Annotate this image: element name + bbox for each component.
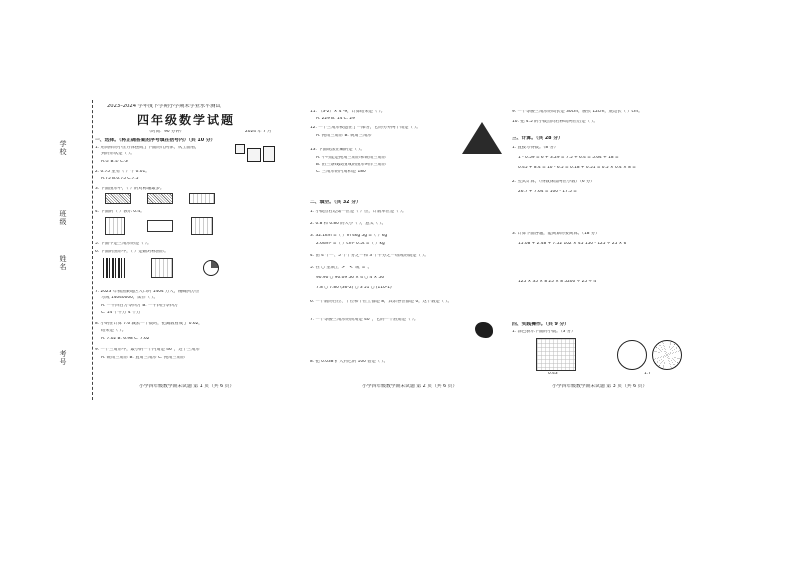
- fill-question-1: 1. 小数点右边第一位是（ ）位，计数单位是（ ）。: [310, 210, 407, 214]
- question-11: 11. （3-2）× 4 -9，计算结果是（ ）。: [310, 110, 386, 114]
- question-8-options: A. 7.02 B. 6.98 C. 7.62: [101, 337, 150, 341]
- pie-figure-c: [203, 260, 219, 276]
- fill-question-7: 7. 一个等腰三角形的顶角是 40°，它的一个底角是（ ）。: [310, 318, 419, 322]
- circle-value-label: 1.7: [644, 372, 651, 376]
- calc-row-1: 1 - 0.59 = 6 + 3.29 = 7.5 + 6.4 = 5.64 + 18 =: [518, 156, 619, 160]
- question-3: 3. 下面图形中，（ ）的对称轴最多。: [95, 187, 165, 191]
- calc-part-3: 3. 计算下面各题，能简算的要简算。（18 分）: [512, 232, 600, 236]
- question-13-option-c: C. 三角形的内角和是 180°: [316, 170, 368, 174]
- question-13-option-b: B. 由三条线段围成的图形叫作三角形: [316, 163, 387, 167]
- fraction-figure-c: [191, 217, 213, 235]
- margin-label-name: 姓名: [59, 255, 67, 271]
- calc-part-1: 1. 直接写得数。（8 分）: [512, 146, 559, 150]
- cube-figure-1: [235, 144, 245, 154]
- margin-label-class: 班级: [59, 210, 67, 226]
- question-12-options: A. 钝角三角形 B. 锐角三角形: [316, 134, 372, 138]
- cube-figure-3: [263, 146, 275, 162]
- cross-figure-a: [105, 193, 131, 204]
- question-2: 2. 0.75 里有（ ）个 0.01。: [95, 170, 150, 174]
- section-3-title: 三、计算。（共 28 分）: [512, 136, 563, 141]
- calc-row-3: 26.7 + 7.64 = 100 - 17.5 =: [518, 190, 577, 194]
- question-9-options: A. 锐角三角形 B. 直角三角形 C. 钝角三角形: [101, 356, 186, 360]
- grade-title: 四年级数学试题: [137, 114, 236, 127]
- bars-figure-a: [103, 258, 125, 278]
- fill-question-5-items-2: 7.8 ○ 7.80 (36-2) ○ 3 51 ○ (110-1): [316, 286, 392, 290]
- question-9: 9. 一个三角形中，最小的一个内角是 46°，这个三角形: [95, 348, 200, 352]
- question-12: 12. 一个三角形被遮住了一部分，它的另外两个角是（ ）。: [310, 126, 421, 130]
- fill-question-4: 4. 由 4 个一、5 个十分之一和 3 个千分之一组成的数是（ ）。: [310, 254, 429, 258]
- fill-question-6: 6. 一个数的百位、十位和个位上都是 8，其余各位都是 0，这个数是（ ）。: [310, 300, 452, 304]
- fill-question-3-cont: 2.6dm² =（ ）cm² 0.5t =（ ）kg: [316, 242, 385, 246]
- fill-question-5-items: 90.90 ○ 90.09 56 × 4 ○ 4 × 56: [316, 276, 384, 280]
- question-13: 13. 下面说法正确的是（ ）。: [310, 148, 365, 152]
- section-2-title: 二、填空。（共 32 分）: [310, 200, 361, 205]
- calc-part-2: 2. 竖式计算，（得数保留两位小数）（6 分）: [512, 180, 595, 184]
- fill-question-9: 9. 一个等腰三角形的周长是 30cm，腰长 12cm，底边长（ ）cm。: [512, 110, 643, 114]
- question-11-options: A. 229 B. 14 C. 29: [316, 117, 355, 121]
- question-6: 6. 下面的图形中，（ ）是轴对称图形。: [95, 250, 169, 254]
- decimal-grid: [536, 338, 576, 371]
- question-13-option-a: A. 不可能是钝角三角形和锐角三角形: [316, 156, 387, 160]
- triangle-figure: [462, 122, 502, 154]
- divided-circle: [652, 340, 682, 370]
- fraction-figure-a: [105, 217, 125, 235]
- question-8-cont: 结果是（ ）。: [101, 329, 126, 333]
- cross-figure-b: [147, 193, 173, 204]
- grid-value-label: 0.43: [548, 372, 558, 376]
- exam-duration: （时间：90 分钟）: [147, 130, 184, 134]
- margin-label-school: 学校: [59, 140, 67, 156]
- grid-figure-c: [189, 193, 215, 204]
- page-2: [310, 100, 508, 400]
- section-1-title: 一、选择。（将正确答案的序号填在括号内）（共 10 分）: [95, 138, 216, 143]
- page-3-footer: 小学四年级数学期末试题 第 3 页（共 6 页）: [552, 384, 648, 389]
- calc-row-4: 15.08 + 2.48 + 7.52 102 × 45 150 - 125 ÷ 25 × 6: [518, 242, 627, 246]
- question-4: 4. 下面的（ ）表示 0.4。: [95, 210, 145, 214]
- fill-question-10: 10. 把 4.5 的小数点向右移动两位后是（ ）。: [512, 120, 598, 124]
- margin-label-id: 考号: [59, 350, 67, 366]
- exam-sheet: [60, 100, 710, 400]
- page-1: [95, 100, 273, 400]
- page-1-footer: 小学四年级数学期末试题 第 1 页（共 6 页）: [139, 384, 235, 389]
- question-2-options: A.75 B.0.75 C.7.5: [101, 177, 139, 181]
- question-7-options: A. 一千四百万零四万 B. 一千四百零四万: [101, 304, 179, 308]
- exam-date: 2024 年 7 月: [245, 130, 272, 134]
- question-7: 7. 2023 年我国某地区人口约 1404 万人，精确到万位: [95, 290, 200, 294]
- question-1: 1. 用同样的小正方体摆成了下面的几何体，从上面看，: [95, 146, 200, 150]
- cube-figure-2: [247, 148, 261, 162]
- calc-row-5: 125 × 35 × 8 25 × 8 5200 ÷ 25 ÷ 4: [518, 280, 597, 284]
- fill-question-2: 2. 0.8 和 0.80 的大小（ ），意义（ ）。: [310, 222, 386, 226]
- plain-circle: [617, 340, 647, 370]
- question-7-cont: 写成 14040000，读作（ ）。: [101, 296, 158, 300]
- grid-figure-b: [151, 258, 173, 278]
- activity-1: 1. 涂色表示下面的小数。（3 分）: [512, 330, 576, 334]
- question-1-cont: 到的形状是（ ）。: [101, 152, 135, 156]
- calc-row-2: 0.45 + 8.4 = 10 - 6.5 = 0.18 + 0.51 = 0.5 × 0.4 × 8 =: [518, 166, 636, 170]
- page-3: [512, 100, 727, 400]
- page-2-footer: 小学四年级数学期末试题 第 2 页（共 6 页）: [362, 384, 458, 389]
- fill-question-3: 3. 32.1km =（ ）m 4kg 5g =（ ）kg: [310, 234, 388, 238]
- fill-question-8: 8. 把 0.038 扩大到它的 100 倍是（ ）。: [310, 360, 388, 364]
- fraction-figure-b: [147, 220, 173, 232]
- ink-blot-figure: [475, 322, 493, 338]
- question-8: 8. 小明在计算 7.6 减去一个数时，把减数看成了 0.62，: [95, 322, 203, 326]
- question-5: 5. 下面不是三角形的是（ ）。: [95, 242, 152, 246]
- section-4-title: 四、实践操作。（共 9 分）: [512, 322, 570, 327]
- question-1-options: A.① B.② C.③: [101, 160, 129, 164]
- fill-question-5: 5. 在 ○ 里填上“>”“<”或“=”。: [310, 266, 372, 270]
- question-7-option-c: C. 14 个千万 4 个万: [101, 311, 141, 315]
- exam-title: 2023–2024 学年度下学期小学期末学业水平测试: [107, 104, 221, 109]
